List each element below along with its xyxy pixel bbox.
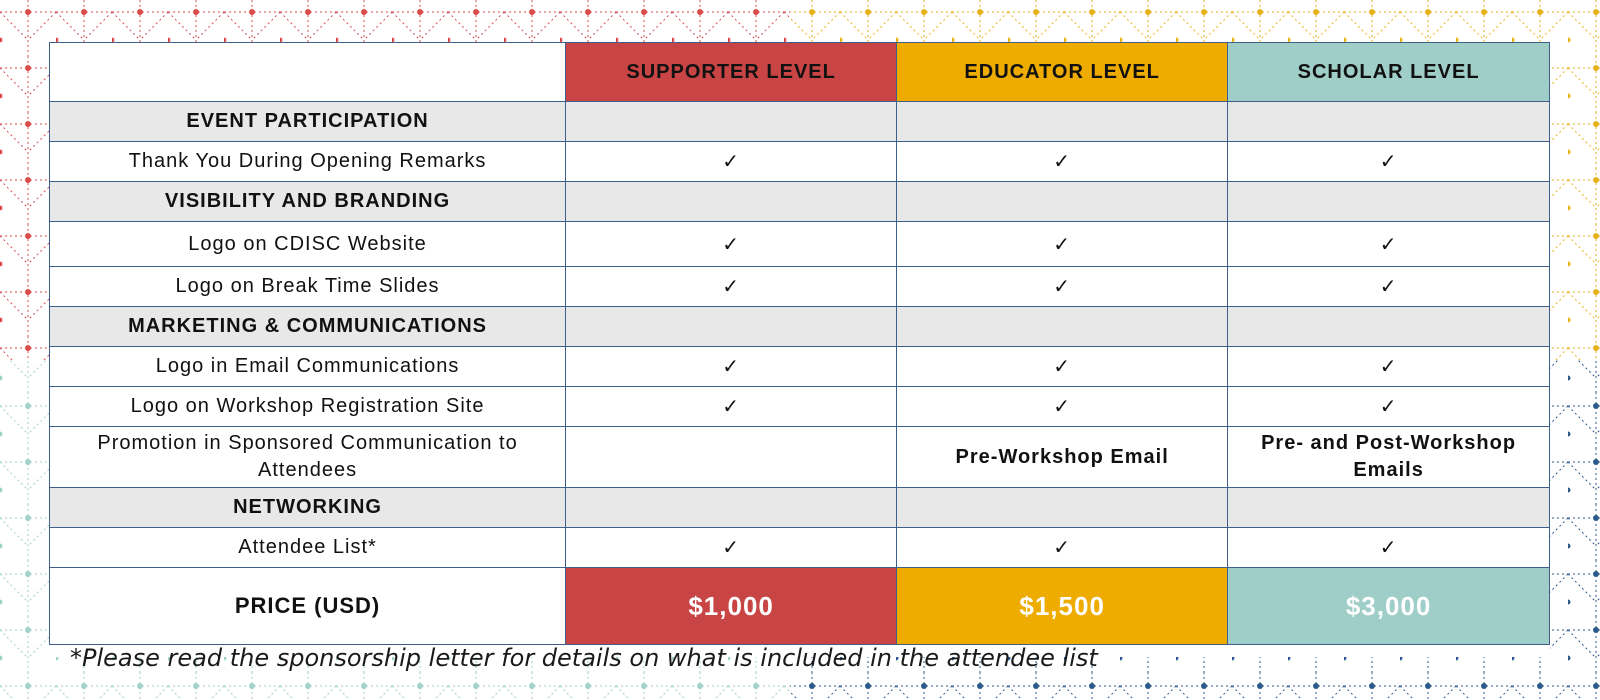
supporter-check-icon: ✓ [566,528,897,568]
educator-check-icon: ✓ [897,347,1228,387]
scholar-check-icon: ✓ [1228,142,1550,182]
table-row [50,387,1550,427]
supporter-price: $1,000 [566,568,897,645]
supporter-level-header: SUPPORTER LEVEL [566,43,897,102]
price-row [50,568,1550,645]
scholar-check-icon: ✓ [1228,347,1550,387]
table-row [50,347,1550,387]
supporter-check-icon: ✓ [566,142,897,182]
educator-check-icon: ✓ [897,528,1228,568]
scholar-price: $3,000 [1228,568,1550,645]
educator-level-header: EDUCATOR LEVEL [897,43,1228,102]
table-row [50,427,1550,488]
attendee-list-footnote: *Please read the sponsorship letter for details on what is included in the attendee list [70,644,1098,672]
sponsorship-tier-table [49,42,1550,645]
table-row [50,267,1550,307]
table-row [50,222,1550,267]
benefit-label: Logo on Workshop Registration Site [50,387,566,427]
section-row-event-participation [50,102,1550,142]
price-label: PRICE (USD) [50,568,566,645]
section-title: EVENT PARTICIPATION [50,102,566,142]
tier-header-row [50,43,1550,102]
supporter-check-icon: ✓ [566,222,897,267]
supporter-promotion-value [566,427,897,488]
benefit-label: Thank You During Opening Remarks [50,142,566,182]
scholar-check-icon: ✓ [1228,267,1550,307]
header-blank-cell [50,43,566,102]
educator-check-icon: ✓ [897,267,1228,307]
educator-check-icon: ✓ [897,142,1228,182]
scholar-level-header: SCHOLAR LEVEL [1228,43,1550,102]
supporter-check-icon: ✓ [566,267,897,307]
benefit-label: Logo on CDISC Website [50,222,566,267]
supporter-check-icon: ✓ [566,387,897,427]
section-row-visibility-branding [50,182,1550,222]
benefit-label: Promotion in Sponsored Communication to Attendees [50,427,566,488]
supporter-check-icon: ✓ [566,347,897,387]
section-title: MARKETING & COMMUNICATIONS [50,307,566,347]
educator-check-icon: ✓ [897,387,1228,427]
section-row-marketing-communications [50,307,1550,347]
benefit-label: Logo on Break Time Slides [50,267,566,307]
scholar-check-icon: ✓ [1228,222,1550,267]
section-title: NETWORKING [50,488,566,528]
scholar-promotion-value: Pre- and Post-Workshop Emails [1228,427,1550,488]
table-row [50,528,1550,568]
educator-check-icon: ✓ [897,222,1228,267]
scholar-check-icon: ✓ [1228,528,1550,568]
table-row [50,142,1550,182]
educator-promotion-value: Pre-Workshop Email [897,427,1228,488]
benefit-label: Attendee List* [50,528,566,568]
benefit-label: Logo in Email Communications [50,347,566,387]
scholar-check-icon: ✓ [1228,387,1550,427]
educator-price: $1,500 [897,568,1228,645]
section-title: VISIBILITY AND BRANDING [50,182,566,222]
section-row-networking [50,488,1550,528]
